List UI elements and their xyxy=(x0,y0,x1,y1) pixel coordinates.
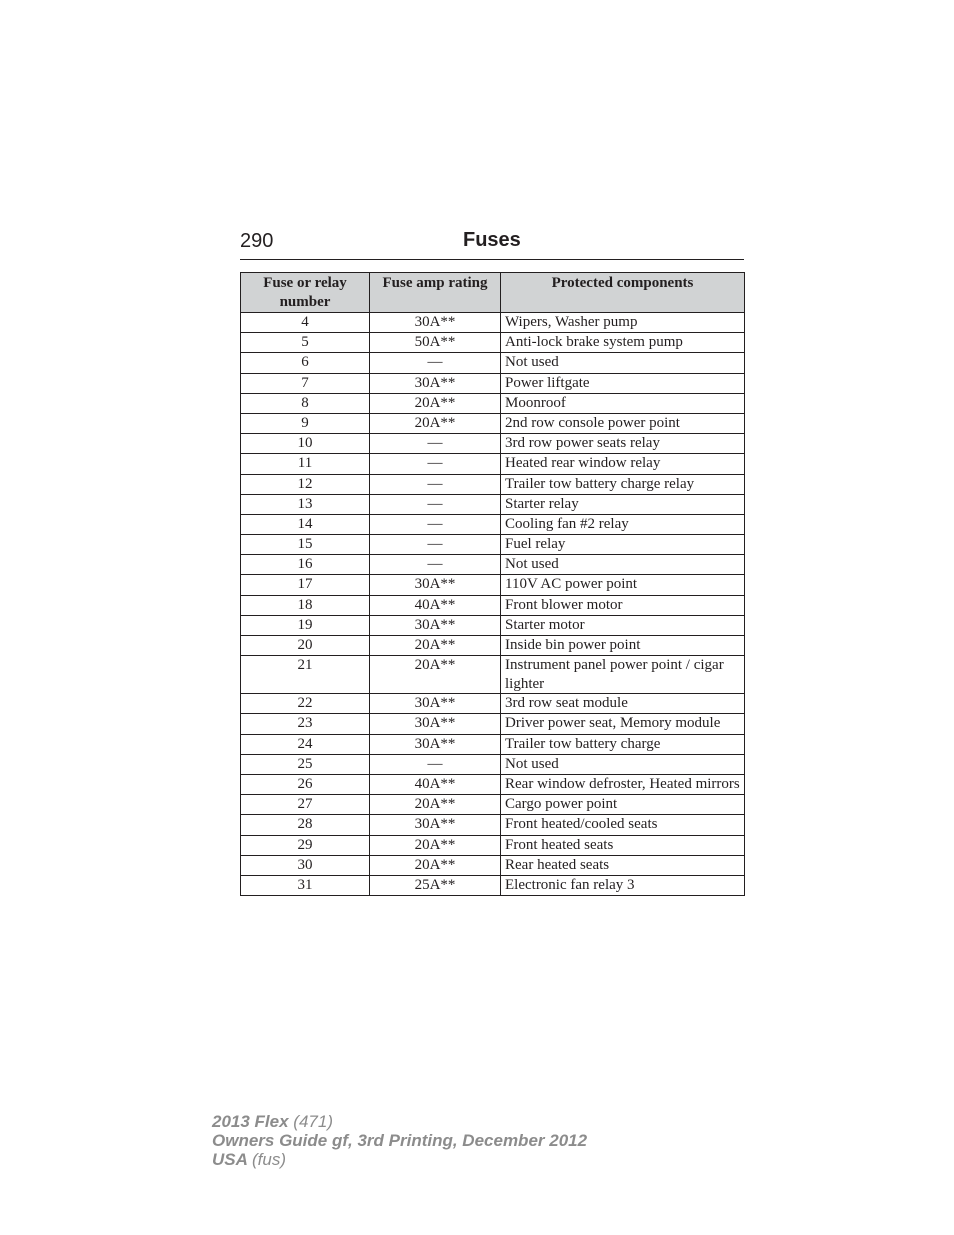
amp-rating-cell: — xyxy=(370,535,501,555)
table-row xyxy=(241,636,745,656)
amp-rating-cell: 50A** xyxy=(370,333,501,353)
protected-components-cell: Not used xyxy=(501,555,745,575)
amp-rating-cell: — xyxy=(370,494,501,514)
amp-rating-cell: 20A** xyxy=(370,413,501,433)
fuse-number-cell: 13 xyxy=(241,494,370,514)
table-row xyxy=(241,353,745,373)
table-row xyxy=(241,774,745,794)
table-row xyxy=(241,313,745,333)
fuse-number-cell: 24 xyxy=(241,734,370,754)
footer-market: USA xyxy=(212,1150,248,1169)
fuse-number-cell: 31 xyxy=(241,875,370,895)
protected-components-cell: 3rd row seat module xyxy=(501,694,745,714)
fuse-number-cell: 21 xyxy=(241,656,370,694)
table-row xyxy=(241,734,745,754)
protected-components-cell: Starter relay xyxy=(501,494,745,514)
amp-rating-cell: 30A** xyxy=(370,815,501,835)
amp-rating-cell: 30A** xyxy=(370,694,501,714)
fuse-number-cell: 29 xyxy=(241,835,370,855)
column-header-protected-components: Protected components xyxy=(501,273,745,313)
table-row xyxy=(241,835,745,855)
fuse-number-cell: 9 xyxy=(241,413,370,433)
footer-line-market xyxy=(212,1150,587,1169)
footer-model-code: (471) xyxy=(293,1112,333,1131)
amp-rating-cell: — xyxy=(370,454,501,474)
amp-rating-cell: 30A** xyxy=(370,714,501,734)
table-row xyxy=(241,393,745,413)
fuse-number-cell: 16 xyxy=(241,555,370,575)
table-header-row xyxy=(241,273,745,313)
fuse-number-cell: 22 xyxy=(241,694,370,714)
amp-rating-cell: 30A** xyxy=(370,575,501,595)
table-row xyxy=(241,333,745,353)
table-row xyxy=(241,694,745,714)
fuse-number-cell: 25 xyxy=(241,754,370,774)
protected-components-cell: Power liftgate xyxy=(501,373,745,393)
fuse-table xyxy=(240,272,745,896)
page-number: 290 xyxy=(240,230,274,252)
fuse-number-cell: 27 xyxy=(241,795,370,815)
protected-components-cell: Front heated/cooled seats xyxy=(501,815,745,835)
protected-components-cell: Cooling fan #2 relay xyxy=(501,514,745,534)
protected-components-cell: Rear window defroster, Heated mirrors xyxy=(501,774,745,794)
protected-components-cell: Not used xyxy=(501,754,745,774)
fuse-number-cell: 6 xyxy=(241,353,370,373)
column-header-amp-rating: Fuse amp rating xyxy=(370,273,501,313)
table-row xyxy=(241,413,745,433)
fuse-number-cell: 11 xyxy=(241,454,370,474)
amp-rating-cell: — xyxy=(370,434,501,454)
protected-components-cell: Moonroof xyxy=(501,393,745,413)
table-row xyxy=(241,434,745,454)
amp-rating-cell: 20A** xyxy=(370,835,501,855)
fuse-number-cell: 23 xyxy=(241,714,370,734)
table-row xyxy=(241,555,745,575)
amp-rating-cell: — xyxy=(370,474,501,494)
fuse-number-cell: 19 xyxy=(241,615,370,635)
fuse-number-cell: 17 xyxy=(241,575,370,595)
protected-components-cell: Front heated seats xyxy=(501,835,745,855)
table-row xyxy=(241,875,745,895)
table-row xyxy=(241,535,745,555)
table-row xyxy=(241,754,745,774)
column-header-fuse-number: Fuse or relay number xyxy=(241,273,370,313)
fuse-number-cell: 14 xyxy=(241,514,370,534)
amp-rating-cell: 40A** xyxy=(370,774,501,794)
page-title: Fuses xyxy=(463,229,521,251)
protected-components-cell: Wipers, Washer pump xyxy=(501,313,745,333)
fuse-number-cell: 15 xyxy=(241,535,370,555)
table-row xyxy=(241,714,745,734)
protected-components-cell: Fuel relay xyxy=(501,535,745,555)
table-row xyxy=(241,595,745,615)
fuse-number-cell: 7 xyxy=(241,373,370,393)
amp-rating-cell: — xyxy=(370,353,501,373)
amp-rating-cell: — xyxy=(370,514,501,534)
amp-rating-cell: 20A** xyxy=(370,636,501,656)
footer-printing: Owners Guide gf, 3rd Printing, December 2012 xyxy=(212,1131,588,1150)
footer-line-model xyxy=(212,1112,587,1131)
amp-rating-cell: 30A** xyxy=(370,313,501,333)
amp-rating-cell: 25A** xyxy=(370,875,501,895)
table-row xyxy=(241,474,745,494)
table-row xyxy=(241,514,745,534)
table-row xyxy=(241,615,745,635)
page-header xyxy=(240,228,744,260)
protected-components-cell: Heated rear window relay xyxy=(501,454,745,474)
amp-rating-cell: — xyxy=(370,555,501,575)
document-footer xyxy=(212,1112,587,1169)
amp-rating-cell: 30A** xyxy=(370,734,501,754)
protected-components-cell: 3rd row power seats relay xyxy=(501,434,745,454)
table-row xyxy=(241,656,745,694)
protected-components-cell: Driver power seat, Memory module xyxy=(501,714,745,734)
protected-components-cell: 110V AC power point xyxy=(501,575,745,595)
protected-components-cell: Front blower motor xyxy=(501,595,745,615)
protected-components-cell: Inside bin power point xyxy=(501,636,745,656)
table-row xyxy=(241,855,745,875)
amp-rating-cell: 20A** xyxy=(370,393,501,413)
fuse-number-cell: 12 xyxy=(241,474,370,494)
fuse-number-cell: 4 xyxy=(241,313,370,333)
fuse-number-cell: 8 xyxy=(241,393,370,413)
protected-components-cell: Cargo power point xyxy=(501,795,745,815)
fuse-number-cell: 28 xyxy=(241,815,370,835)
protected-components-cell: Starter motor xyxy=(501,615,745,635)
table-row xyxy=(241,815,745,835)
amp-rating-cell: 40A** xyxy=(370,595,501,615)
protected-components-cell: Trailer tow battery charge xyxy=(501,734,745,754)
amp-rating-cell: 30A** xyxy=(370,615,501,635)
table-row xyxy=(241,575,745,595)
protected-components-cell: Trailer tow battery charge relay xyxy=(501,474,745,494)
protected-components-cell: Instrument panel power point / cigar lighter xyxy=(501,656,745,694)
protected-components-cell: Anti-lock brake system pump xyxy=(501,333,745,353)
amp-rating-cell: 30A** xyxy=(370,373,501,393)
fuse-number-cell: 18 xyxy=(241,595,370,615)
protected-components-cell: 2nd row console power point xyxy=(501,413,745,433)
fuse-table-body xyxy=(241,313,745,896)
fuse-number-cell: 20 xyxy=(241,636,370,656)
table-row xyxy=(241,454,745,474)
fuse-number-cell: 10 xyxy=(241,434,370,454)
amp-rating-cell: 20A** xyxy=(370,855,501,875)
protected-components-cell: Electronic fan relay 3 xyxy=(501,875,745,895)
protected-components-cell: Not used xyxy=(501,353,745,373)
table-row xyxy=(241,795,745,815)
footer-model: 2013 Flex xyxy=(212,1112,289,1131)
fuse-number-cell: 30 xyxy=(241,855,370,875)
table-row xyxy=(241,373,745,393)
amp-rating-cell: 20A** xyxy=(370,656,501,694)
footer-section-code: (fus) xyxy=(252,1150,286,1169)
amp-rating-cell: — xyxy=(370,754,501,774)
table-row xyxy=(241,494,745,514)
protected-components-cell: Rear heated seats xyxy=(501,855,745,875)
fuse-number-cell: 5 xyxy=(241,333,370,353)
fuse-number-cell: 26 xyxy=(241,774,370,794)
amp-rating-cell: 20A** xyxy=(370,795,501,815)
